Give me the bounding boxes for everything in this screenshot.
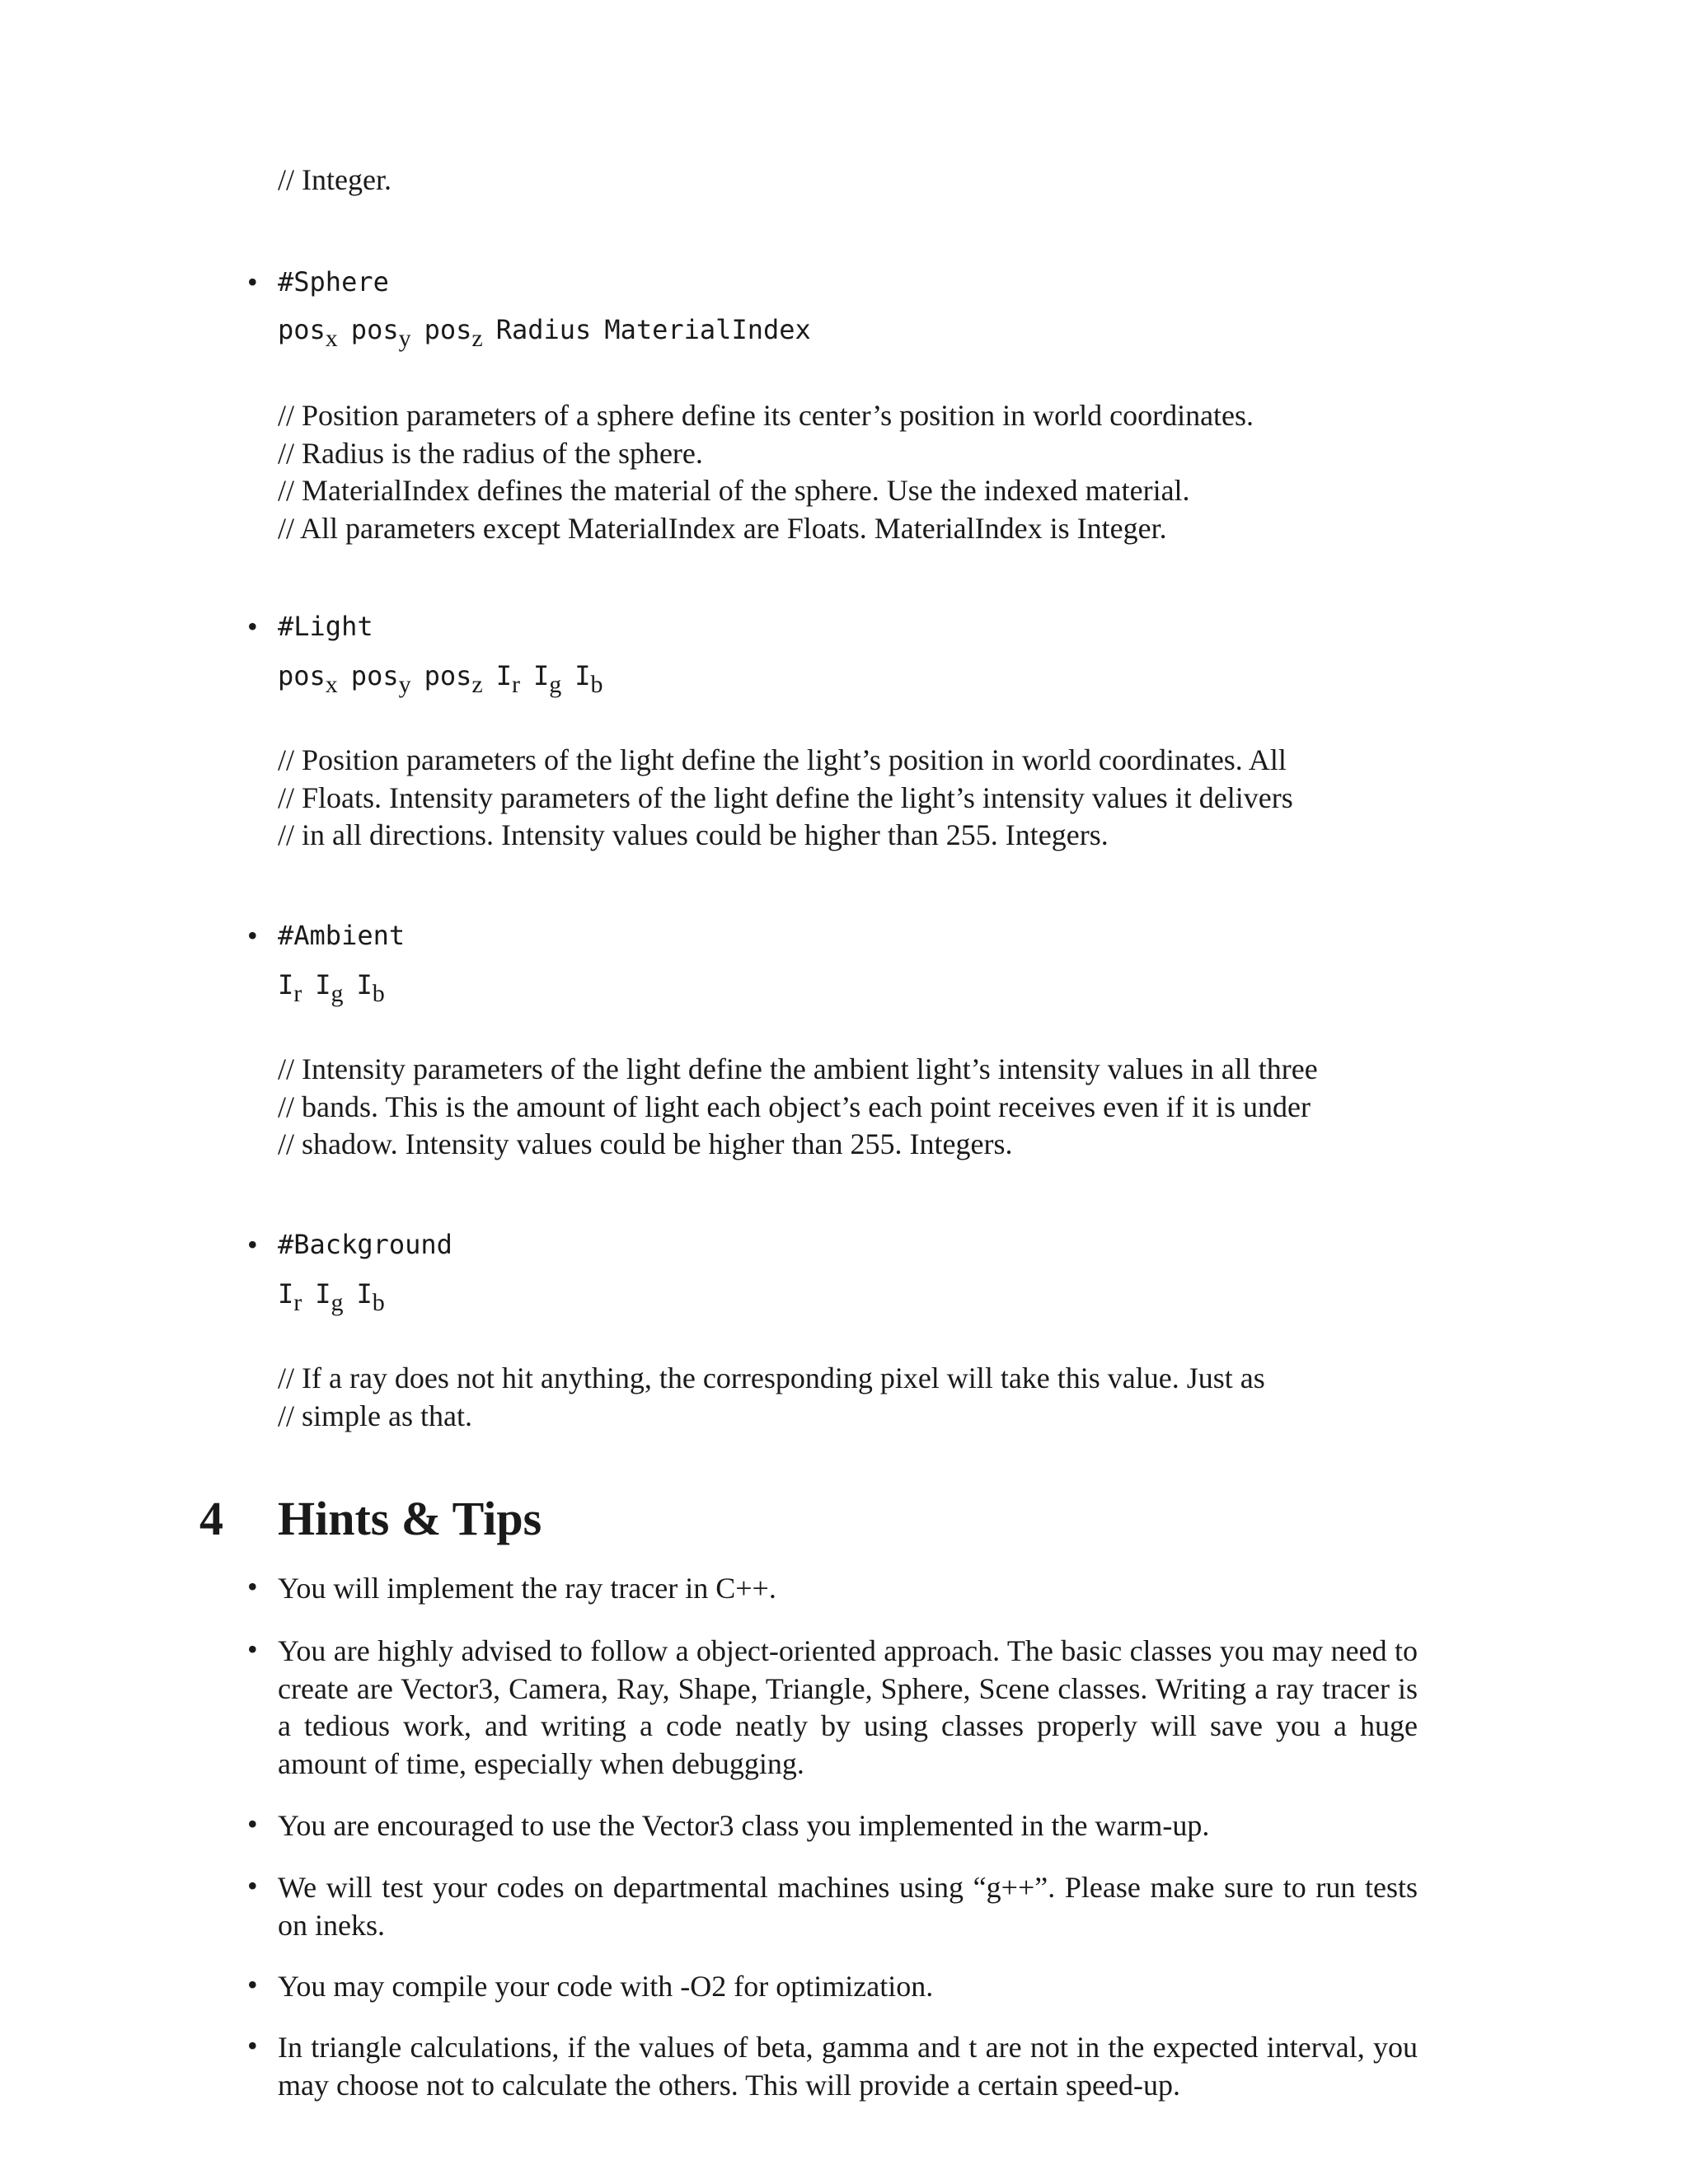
bullet-icon: • bbox=[247, 1968, 258, 2001]
param-token: $I_g$ bbox=[315, 969, 344, 1007]
block-comment bbox=[278, 742, 1432, 855]
top-comment bbox=[278, 162, 1432, 199]
comment-line: // bands. This is the amount of light each object’s each point receives even if it is under bbox=[278, 1090, 1311, 1123]
bullet-icon: • bbox=[247, 1807, 258, 1840]
param-token: $I_b$ bbox=[356, 1278, 385, 1316]
bullet-icon: • bbox=[247, 2029, 258, 2062]
bullet-icon: • bbox=[247, 1869, 258, 1902]
param-line bbox=[278, 313, 824, 352]
section-title: Hints & Tips bbox=[278, 1492, 542, 1545]
param-token: pos$_x$ bbox=[278, 314, 338, 352]
list-item: You will implement the ray tracer in C++. bbox=[278, 1572, 776, 1605]
bullet-icon: • bbox=[247, 265, 258, 298]
block-keyword: #Sphere bbox=[278, 266, 389, 298]
block-comment bbox=[278, 1360, 1432, 1435]
section-number: 4 bbox=[199, 1492, 223, 1545]
comment-line: // MaterialIndex defines the material of the sphere. Use the indexed material. bbox=[278, 474, 1190, 507]
bullet-icon: • bbox=[247, 1570, 258, 1603]
list-item: You are encouraged to use the Vector3 class you implemented in the warm-up. bbox=[278, 1809, 1210, 1842]
block-comment bbox=[278, 397, 1432, 547]
list-item: You may compile your code with -O2 for optimization. bbox=[278, 1970, 934, 2003]
bullet-icon: • bbox=[247, 610, 258, 643]
param-line bbox=[278, 968, 398, 1007]
param-token: $I_g$ bbox=[532, 660, 562, 698]
param-line bbox=[278, 659, 617, 698]
param-token: $I_g$ bbox=[315, 1278, 344, 1316]
comment-line: // in all directions. Intensity values could be higher than 255. Integers. bbox=[278, 818, 1109, 851]
comment-line: // Radius is the radius of the sphere. bbox=[278, 436, 703, 470]
param-token: pos$_y$ bbox=[350, 314, 411, 352]
block-keyword: #Background bbox=[278, 1229, 452, 1260]
param-token: $I_r$ bbox=[278, 1278, 302, 1316]
list-item: We will test your codes on departmental machines using “g++”. Please make sure to run tests on ineks. bbox=[278, 1871, 1418, 1942]
param-token: $I_r$ bbox=[278, 969, 302, 1007]
comment-line: // All parameters except MaterialIndex are Floats. MaterialIndex is Integer. bbox=[278, 511, 1167, 545]
param-token: pos$_x$ bbox=[278, 660, 338, 698]
param-token: $I_b$ bbox=[356, 969, 385, 1007]
comment-line: // If a ray does not hit anything, the corresponding pixel will take this value. Just as bbox=[278, 1361, 1265, 1394]
comment-line: // Position parameters of a sphere define its center’s position in world coordinates. bbox=[278, 399, 1254, 432]
list-item: You are highly advised to follow a object-oriented approach. The basic classes you may need to create are Vector3, Camera, Ray, Shape, Triangle, Sphere, Scene classes. Writing a ray tracer is a tedious work, and writing a code neatly by using classes properly will save you a huge amount of time, especially when debugging. bbox=[278, 1634, 1418, 1780]
bullet-icon: • bbox=[247, 1633, 258, 1666]
param-token: $I_r$ bbox=[495, 660, 520, 698]
param-token: Radius bbox=[495, 314, 592, 345]
param-token: $I_b$ bbox=[574, 660, 603, 698]
bullet-icon: • bbox=[247, 919, 258, 952]
comment-line: // shadow. Intensity values could be higher than 255. Integers. bbox=[278, 1127, 1013, 1160]
comment-line: // Floats. Intensity parameters of the light define the light’s intensity values it delivers bbox=[278, 780, 1293, 814]
block-keyword: #Ambient bbox=[278, 920, 406, 951]
param-token: pos$_z$ bbox=[424, 660, 483, 698]
bullet-icon: • bbox=[247, 1228, 258, 1261]
comment-line: // Integer. bbox=[278, 163, 392, 196]
comment-line: // simple as that. bbox=[278, 1399, 472, 1432]
comment-line: // Position parameters of the light define the light’s position in world coordinates. All bbox=[278, 743, 1287, 776]
comment-line: // Intensity parameters of the light define the ambient light’s intensity values in all three bbox=[278, 1052, 1318, 1085]
param-line bbox=[278, 1277, 398, 1316]
block-comment bbox=[278, 1051, 1432, 1164]
block-keyword: #Light bbox=[278, 611, 373, 642]
param-token: pos$_z$ bbox=[424, 314, 483, 352]
param-token: MaterialIndex bbox=[604, 314, 811, 345]
list-item: In triangle calculations, if the values of beta, gamma and t are not in the expected interval, you may choose not to calculate the others. This will provide a certain speed-up. bbox=[278, 2031, 1418, 2102]
param-token: pos$_y$ bbox=[350, 660, 411, 698]
